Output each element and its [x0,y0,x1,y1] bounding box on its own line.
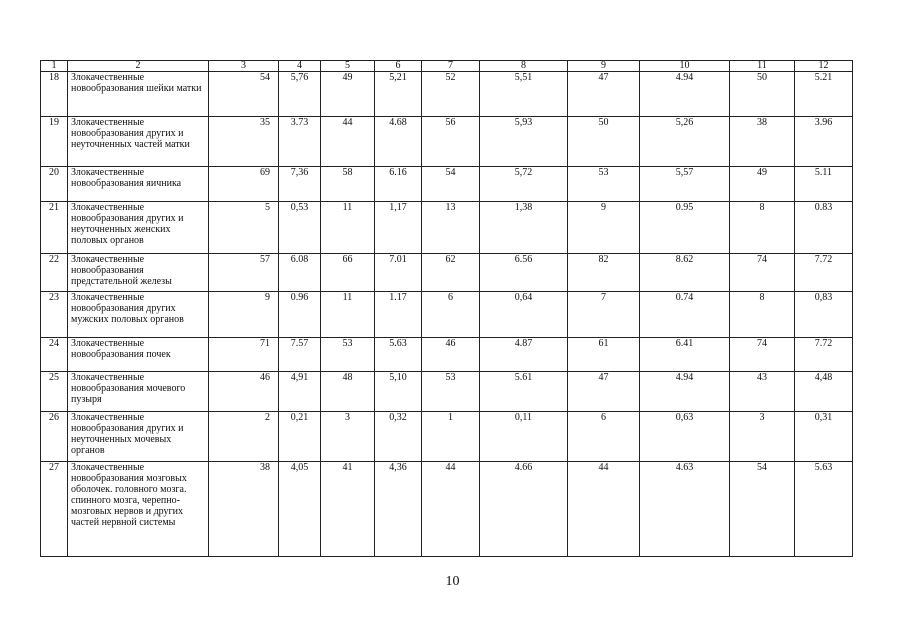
cell-value: 54 [209,72,279,117]
cell-value: 6 [568,412,640,462]
table-row [41,338,853,372]
row-number: 23 [41,292,68,338]
cell-value: 7.72 [795,254,853,292]
cell-value: 3.96 [795,117,853,167]
column-number: 1 [41,61,68,72]
cell-value: 4.68 [375,117,422,167]
cell-value: 48 [321,372,375,412]
column-number-row [41,61,853,72]
cell-value: 71 [209,338,279,372]
cell-value: 8 [730,292,795,338]
cell-value: 3 [321,412,375,462]
cell-value: 5 [209,202,279,254]
row-number: 21 [41,202,68,254]
column-number: 5 [321,61,375,72]
cell-value: 53 [321,338,375,372]
cell-value: 38 [730,117,795,167]
cell-value: 0.95 [640,202,730,254]
column-number: 4 [279,61,321,72]
column-number: 2 [68,61,209,72]
cell-value: 4.87 [480,338,568,372]
cell-value: 4.94 [640,72,730,117]
cell-value: 13 [422,202,480,254]
column-number: 8 [480,61,568,72]
cell-value: 5,21 [375,72,422,117]
row-label: Злокачественные новообразования шейки матки [68,72,209,117]
cell-value: 4,91 [279,372,321,412]
cell-value: 0,64 [480,292,568,338]
table-row [41,117,853,167]
cell-value: 4,48 [795,372,853,412]
cell-value: 1,17 [375,202,422,254]
cell-value: 0.74 [640,292,730,338]
cell-value: 4.63 [640,462,730,557]
cell-value: 47 [568,372,640,412]
cell-value: 44 [568,462,640,557]
cell-value: 0.96 [279,292,321,338]
cell-value: 58 [321,167,375,202]
row-label: Злокачественные новообразования яичника [68,167,209,202]
row-number: 25 [41,372,68,412]
cell-value: 3.73 [279,117,321,167]
cell-value: 38 [209,462,279,557]
row-number: 27 [41,462,68,557]
cell-value: 0,53 [279,202,321,254]
column-number: 6 [375,61,422,72]
cell-value: 6.08 [279,254,321,292]
cell-value: 0,83 [795,292,853,338]
cell-value: 0,21 [279,412,321,462]
row-number: 26 [41,412,68,462]
column-number: 9 [568,61,640,72]
cell-value: 7,36 [279,167,321,202]
table-row [41,412,853,462]
cell-value: 53 [422,372,480,412]
column-number: 10 [640,61,730,72]
table-row [41,372,853,412]
table-row [41,202,853,254]
cell-value: 0,32 [375,412,422,462]
column-number: 11 [730,61,795,72]
cell-value: 5.61 [480,372,568,412]
cell-value: 41 [321,462,375,557]
cell-value: 62 [422,254,480,292]
cell-value: 9 [209,292,279,338]
cell-value: 5,76 [279,72,321,117]
cell-value: 5,26 [640,117,730,167]
cell-value: 50 [568,117,640,167]
cell-value: 52 [422,72,480,117]
row-number: 20 [41,167,68,202]
cell-value: 5.21 [795,72,853,117]
cell-value: 8.62 [640,254,730,292]
cell-value: 4.66 [480,462,568,557]
cell-value: 5,72 [480,167,568,202]
cell-value: 35 [209,117,279,167]
cell-value: 7.01 [375,254,422,292]
cell-value: 8 [730,202,795,254]
cell-value: 1,38 [480,202,568,254]
cell-value: 6.41 [640,338,730,372]
cell-value: 11 [321,202,375,254]
cell-value: 4,36 [375,462,422,557]
column-number: 12 [795,61,853,72]
cell-value: 57 [209,254,279,292]
cell-value: 54 [422,167,480,202]
cell-value: 53 [568,167,640,202]
row-label: Злокачественные новообразования мозговых оболочек. головного мозга. спинного мозга, черепно-мозговых нервов и других частей нервной системы [68,462,209,557]
column-number: 7 [422,61,480,72]
cell-value: 0,11 [480,412,568,462]
data-table [40,60,853,557]
cell-value: 5.11 [795,167,853,202]
cell-value: 43 [730,372,795,412]
cell-value: 66 [321,254,375,292]
cell-value: 3 [730,412,795,462]
cell-value: 74 [730,338,795,372]
cell-value: 0,31 [795,412,853,462]
row-label: Злокачественные новообразования других и неуточненных мочевых органов [68,412,209,462]
cell-value: 61 [568,338,640,372]
row-number: 19 [41,117,68,167]
cell-value: 44 [422,462,480,557]
cell-value: 9 [568,202,640,254]
cell-value: 82 [568,254,640,292]
cell-value: 6.16 [375,167,422,202]
cell-value: 7.57 [279,338,321,372]
row-number: 18 [41,72,68,117]
cell-value: 1 [422,412,480,462]
cell-value: 46 [209,372,279,412]
row-label: Злокачественные новообразования предстательной железы [68,254,209,292]
row-number: 24 [41,338,68,372]
cell-value: 50 [730,72,795,117]
cell-value: 49 [321,72,375,117]
row-label: Злокачественные новообразования других и неуточненных женских половых органов [68,202,209,254]
row-label: Злокачественные новообразования мочевого пузыря [68,372,209,412]
cell-value: 11 [321,292,375,338]
cell-value: 56 [422,117,480,167]
cell-value: 74 [730,254,795,292]
cell-value: 5,57 [640,167,730,202]
row-label: Злокачественные новообразования других и неуточненных частей матки [68,117,209,167]
cell-value: 5.63 [795,462,853,557]
cell-value: 47 [568,72,640,117]
cell-value: 0.83 [795,202,853,254]
table-row [41,292,853,338]
table-row [41,462,853,557]
cell-value: 4,05 [279,462,321,557]
cell-value: 54 [730,462,795,557]
cell-value: 7.72 [795,338,853,372]
cell-value: 6 [422,292,480,338]
cell-value: 5,93 [480,117,568,167]
row-label: Злокачественные новообразования почек [68,338,209,372]
cell-value: 69 [209,167,279,202]
row-label: Злокачественные новообразования других мужских половых органов [68,292,209,338]
table-row [41,167,853,202]
cell-value: 44 [321,117,375,167]
cell-value: 4.94 [640,372,730,412]
cell-value: 0,63 [640,412,730,462]
cell-value: 2 [209,412,279,462]
row-number: 22 [41,254,68,292]
column-number: 3 [209,61,279,72]
cell-value: 5,51 [480,72,568,117]
cell-value: 7 [568,292,640,338]
cell-value: 1.17 [375,292,422,338]
cell-value: 6.56 [480,254,568,292]
cell-value: 46 [422,338,480,372]
cell-value: 5,10 [375,372,422,412]
table-row [41,254,853,292]
cell-value: 49 [730,167,795,202]
table-row [41,72,853,117]
page-number: 10 [445,574,460,589]
cell-value: 5.63 [375,338,422,372]
